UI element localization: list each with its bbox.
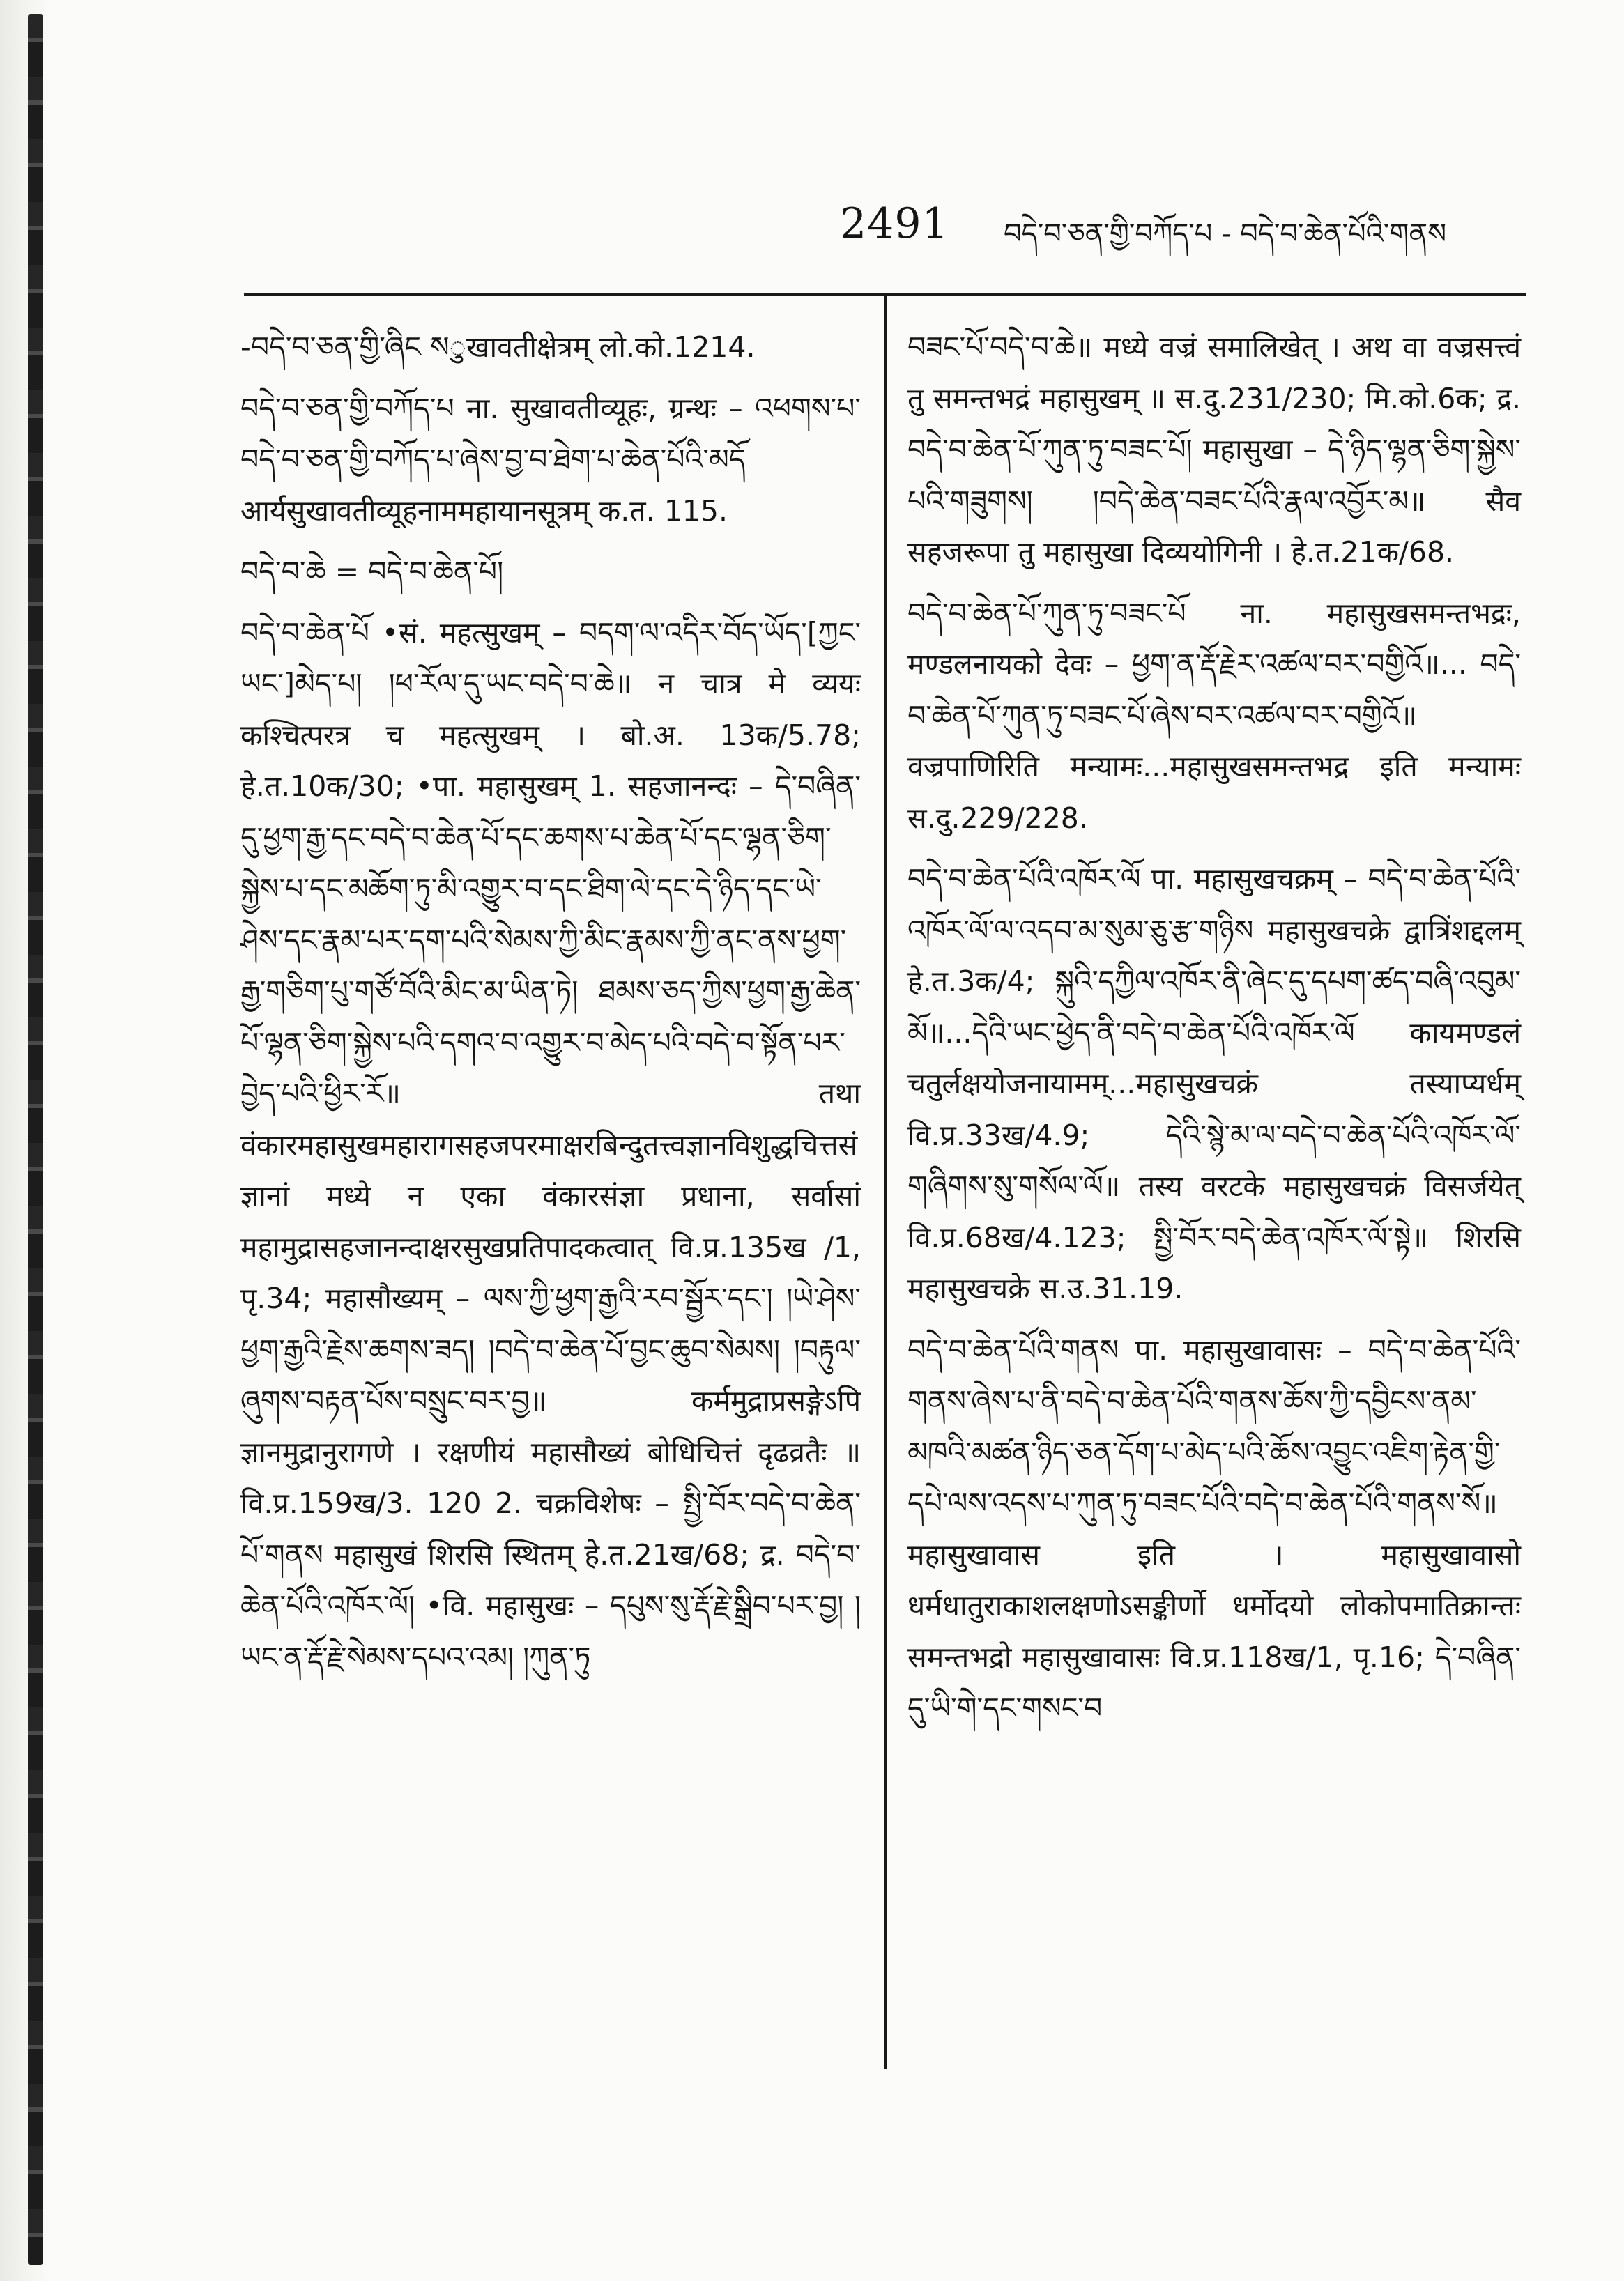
dictionary-entry: བདེ་བ་ཆེན་པོའི་འཁོར་ལོ पा. महासुखचक्रम् – བདེ་བ་ཆེན་པོའི་འཁོར་ལོ་ལ་འདབ་མ་སུམ་ཅུ་རྩ་གཉིས महासुखचक्रे द्वात्रिंशद्दलम् हे.त.3क/4; སྐུའི་དཀྱིལ་འཁོར་ནི་ཞེང་དུ་དཔག་ཚད་བཞི་འབུམ་མོ॥...དེའི་ཡང་ཕྱེད་ནི་བདེ་བ་ཆེན་པོའི་འཁོར་ལོ कायमण्डलं चतुर्लक्षयोजनायामम्...महासुखचक्रं तस्याप्यर्धम् वि.प्र.33ख/4.9; དེའི་སྙེ་མ་ལ་བདེ་བ་ཆེན་པོའི་འཁོར་ལོ་གཞིགས་སུ་གསོལ་ལོ॥ तस्य वरटके महासुखचक्रं विसर्जयेत् वि.प्र.68ख/4.123; སྤྱི་བོར་བདེ་ཆེན་འཁོར་ལོ་སྟེ॥ शिरसि महासुखचक्रे स.उ.31.19. xyxy=(907,862,1521,1305)
dictionary-entry: བདེ་བ་ཆེན་པོ •सं. महत्सुखम् – བདག་ལ་འདིར་བོད་ཡོད་[ཀྱང་ཡང་]མེད་པ། །ཕ་རོལ་དུ་ཡང་བདེ་བ་ཆེ॥ न चात्र मे व्ययः कश्चित्परत्र च महत्सुखम् । बो.अ. 13क/5.78; हे.त.10क/30; •पा. महासुखम् 1. सहजानन्दः – དེ་བཞིན་དུ་ཕྱག་རྒྱ་དང་བདེ་བ་ཆེན་པོ་དང་ཆགས་པ་ཆེན་པོ་དང་ལྷན་ཅིག་སྐྱེས་པ་དང་མཆོག་ཏུ་མི་འགྱུར་བ་དང་ཐིག་ལེ་དང་དེ་ཉིད་དང་ཡེ་ཤེས་དང་རྣམ་པར་དག་པའི་སེམས་ཀྱི་མིང་རྣམས་ཀྱི་ནང་ནས་ཕྱག་རྒྱ་གཅིག་པུ་གཙོ་བོའི་མིང་མ་ཡིན་ཏེ། ཐམས་ཅད་ཀྱིས་ཕྱག་རྒྱ་ཆེན་པོ་ལྷན་ཅིག་སྐྱེས་པའི་དགའ་བ་འགྱུར་བ་མེད་པའི་བདེ་བ་སྟོན་པར་བྱེད་པའི་ཕྱིར་རོ॥ तथा वंकारमहासुखमहारागसहजपरमाक्षरबिन्दुतत्त्वज्ञानविशुद्धचित्तसंज्ञानां मध्ये न एका वंकारसंज्ञा प्रधाना, सर्वासां महामुद्रासहजानन्दाक्षरसुखप्रतिपादकत्वात् वि.प्र.135ख /1, पृ.34; महासौख्यम् – ལས་ཀྱི་ཕྱག་རྒྱའི་རབ་སྦྱོར་དང་། །ཡེ་ཤེས་ཕྱག་རྒྱའི་རྗེས་ཆགས་ཟད། །བདེ་བ་ཆེན་པོ་བྱང་ཆུབ་སེམས། །བརྟུལ་ཞུགས་བརྟན་པོས་བསྲུང་བར་བྱ॥ कर्ममुद्राप्रसङ्गेऽपि ज्ञानमुद्रानुरागणे । रक्षणीयं महासौख्यं बोधिचित्तं दृढव्रतैः ॥ वि.प्र.159ख/3. 120 2. चक्रविशेषः – སྤྱི་བོར་བདེ་བ་ཆེན་པོ་གནས महासुखं शिरसि स्थितम् हे.त.21ख/68; द्र. བདེ་བ་ཆེན་པོའི་འཁོར་ལོ། •वि. महासुखः – དཔུས་སུ་རྡོ་རྗེ་སྒྲིབ་པར་བྱ། །ཡང་ན་རྡོ་རྗེ་སེམས་དཔའ་འམ། །ཀུན་ཏུ xyxy=(240,615,861,1674)
dictionary-entry: བདེ་བ་ཅན་གྱི་བཀོད་པ ना. सुखावतीव्यूहः, ग्रन्थः – འཕགས་པ་བདེ་བ་ཅན་གྱི་བཀོད་པ་ཞེས་བྱ་བ་ཐེག་པ་ཆེན་པོའི་མདོ आर्यसुखावतीव्यूहनाममहायानसूत्रम् क.त. 115. xyxy=(240,391,861,528)
page-number: 2491 xyxy=(840,199,949,248)
column-divider xyxy=(884,295,887,2069)
right-column xyxy=(907,322,1521,1744)
dictionary-entry: བདེ་བ་ཆེ = བདེ་བ་ཆེན་པོ། xyxy=(240,555,504,588)
dictionary-entry: -བདེ་བ་ཅན་གྱི་ཞིང སुखावतीक्षेत्रम् लो.को.1214. xyxy=(240,330,756,364)
left-column xyxy=(240,322,861,1693)
dictionary-entry: བཟང་པོ་བདེ་བ་ཆེ॥ मध्ये वज्रं समालिखेत् । अथ वा वज्रसत्त्वं तु समन्तभद्रं महासुखम् ॥ स.दु.231/230; मि.को.6क; द्र. བདེ་བ་ཆེན་པོ་ཀུན་ཏུ་བཟང་པོ། महासुखा – དེ་ཉིད་ལྷན་ཅིག་སྐྱེས་པའི་གཟུགས། །བདེ་ཆེན་བཟང་པོའི་རྣལ་འབྱོར་མ॥ सैव सहजरूपा तु महासुखा दिव्ययोगिनी । हे.त.21क/68. xyxy=(907,330,1521,569)
page-binding-edge xyxy=(28,14,43,2265)
dictionary-entry: བདེ་བ་ཆེན་པོའི་གནས पा. महासुखावासः – བདེ་བ་ཆེན་པོའི་གནས་ཞེས་པ་ནི་བདེ་བ་ཆེན་པོའི་གནས་ཆོས་ཀྱི་དབྱིངས་ནམ་མཁའི་མཚན་ཉིད་ཅན་དོག་པ་མེད་པའི་ཆོས་འབྱུང་འཇིག་རྟེན་གྱི་དཔེ་ལས་འདས་པ་ཀུན་ཏུ་བཟང་པོའི་བདེ་བ་ཆེན་པོའི་གནས་སོ॥ महासुखावास इति । महासुखावासो धर्मधातुराकाशलक्षणोऽसङ्कीर्णो धर्मोदयो लोकोपमातिक्रान्तः समन्तभद्रो महासुखावासः वि.प्र.118ख/1, पृ.16; དེ་བཞིན་དུ་ཡི་གེ་དང་གསང་བ xyxy=(907,1332,1521,1725)
running-title: བདེ་བ་ཅན་གྱི་བཀོད་པ - བདེ་བ་ཆེན་པོའི་གནས xyxy=(1004,218,1447,250)
dictionary-entry: བདེ་བ་ཆེན་པོ་ཀུན་ཏུ་བཟང་པོ ना. महासुखसमन्तभद्रः, मण्डलनायको देवः – ཕྱག་ན་རྡོ་རྗེར་འཚལ་བར་བགྱིའོ॥... བདེ་བ་ཆེན་པོ་ཀུན་ཏུ་བཟང་པོ་ཞེས་བར་འཚལ་བར་བགྱིའོ॥ वज्रपाणिरिति मन्यामः...महासुखसमन्तभद्र इति मन्यामः स.दु.229/228. xyxy=(907,596,1521,835)
